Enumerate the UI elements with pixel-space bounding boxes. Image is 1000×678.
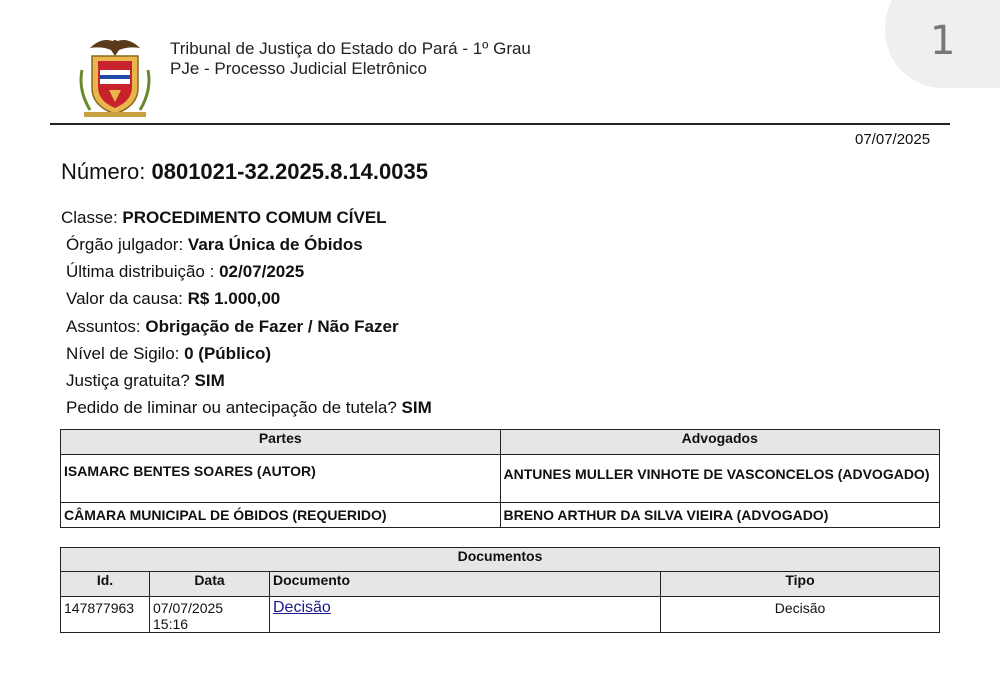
doc-name-cell <box>270 597 661 633</box>
doc-date-cell <box>150 597 270 633</box>
document-link[interactable]: Decisão <box>273 599 331 616</box>
documento-header: Documento <box>270 572 661 597</box>
table-row <box>61 503 940 528</box>
process-number <box>61 159 428 185</box>
doc-type-cell: Decisão <box>661 597 940 633</box>
para-coat-of-arms-icon <box>72 30 158 120</box>
field-valor-causa: Valor da causa: R$ 1.000,00 <box>66 289 281 308</box>
advogado-cell: ANTUNES MULLER VINHOTE DE VASCONCELOS (ADVOGADO) <box>500 455 940 503</box>
partes-table <box>60 429 940 528</box>
doc-date: 07/07/2025 15:16 <box>153 600 224 632</box>
system-name: PJe - Processo Judicial Eletrônico <box>170 59 428 78</box>
documentos-table <box>60 547 940 633</box>
field-ultima-distribuicao: Última distribuição : 02/07/2025 <box>66 262 305 281</box>
court-name: Tribunal de Justiça do Estado do Pará - 1º Grau <box>170 39 531 58</box>
tipo-header: Tipo <box>661 572 940 597</box>
process-number-label: Número: <box>61 159 146 184</box>
advogados-header: Advogados <box>500 430 940 455</box>
field-nivel-sigilo: Nível de Sigilo: 0 (Público) <box>66 344 272 363</box>
document-date: 07/07/2025 <box>855 131 931 148</box>
doc-id-cell: 147877963 <box>61 597 150 633</box>
header-text <box>170 39 531 79</box>
documentos-title: Documentos <box>61 548 940 572</box>
field-pedido-liminar: Pedido de liminar ou antecipação de tutela? SIM <box>66 398 432 417</box>
field-justica-gratuita: Justiça gratuita? SIM <box>66 371 225 390</box>
parte-cell: ISAMARC BENTES SOARES (AUTOR) <box>61 455 501 503</box>
page-number: 1 <box>930 18 956 64</box>
field-classe: Classe: PROCEDIMENTO COMUM CÍVEL <box>61 208 387 227</box>
table-row <box>61 597 940 633</box>
partes-header: Partes <box>61 430 501 455</box>
field-orgao-julgador: Órgão julgador: Vara Única de Óbidos <box>66 235 363 254</box>
header-divider <box>50 123 950 125</box>
advogado-cell: BRENO ARTHUR DA SILVA VIEIRA (ADVOGADO) <box>500 503 940 528</box>
field-assuntos: Assuntos: Obrigação de Fazer / Não Fazer <box>66 317 399 336</box>
table-row <box>61 455 940 503</box>
parte-cell: CÂMARA MUNICIPAL DE ÓBIDOS (REQUERIDO) <box>61 503 501 528</box>
process-number-value: 0801021-32.2025.8.14.0035 <box>151 159 428 184</box>
id-header: Id. <box>61 572 150 597</box>
data-header: Data <box>150 572 270 597</box>
